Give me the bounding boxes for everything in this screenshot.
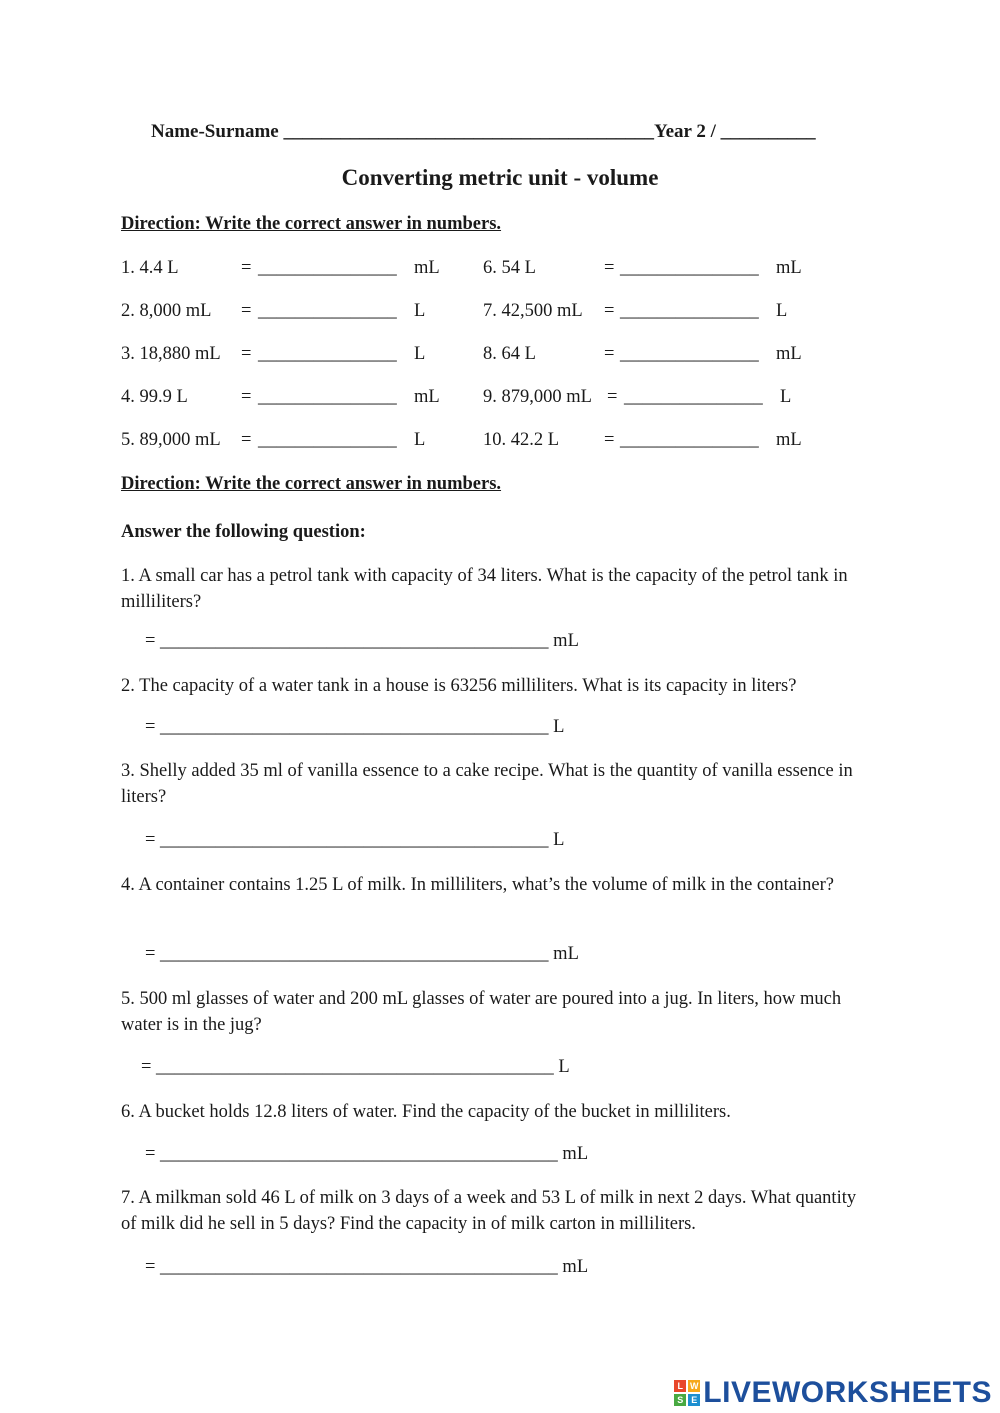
logo-text: LIVEWORKSHEETS [703, 1376, 992, 1409]
question-text: 3. Shelly added 35 ml of vanilla essence to a cake recipe. What is the quantity of vanilla essence in liters? [121, 761, 853, 807]
page-title: Converting metric unit - volume [341, 165, 659, 190]
logo-mark-icon [674, 1380, 700, 1406]
answer-blank[interactable]: _______________ [258, 387, 397, 407]
answer-blank[interactable]: _______________ [620, 344, 759, 364]
question-text: 1. A small car has a petrol tank with capacity of 34 liters. What is the capacity of the petrol tank in milliliters? [121, 566, 848, 612]
equals-sign: = [604, 258, 615, 278]
item-label: 8. 64 L [483, 344, 536, 364]
unit-label: L [780, 387, 792, 407]
equals-sign: = [241, 387, 252, 407]
unit-label: L [776, 301, 788, 321]
liveworksheets-logo[interactable] [674, 1376, 992, 1410]
item-label: 3. 18,880 mL [121, 344, 221, 364]
question-text: 7. A milkman sold 46 L of milk on 3 days of a week and 53 L of milk in next 2 days. What quantity of milk did he sell in 5 days? Find the capacity in of milk carton in milliliters. [121, 1188, 857, 1234]
unit-label: mL [776, 258, 802, 278]
unit-label: mL [414, 258, 440, 278]
item-label: 10. 42.2 L [483, 430, 560, 450]
answer-blank[interactable]: _______________ [620, 301, 759, 321]
unit-label: L [414, 344, 426, 364]
subheading: Answer the following question: [121, 522, 366, 542]
name-surname-line: Name-Surname _______________________________________Year 2 / __________ [151, 121, 816, 142]
item-label: 1. 4.4 L [121, 258, 179, 278]
question-text: 5. 500 ml glasses of water and 200 mL glasses of water are poured into a jug. In liters, how much water is in the jug? [121, 989, 842, 1035]
unit-label: mL [776, 430, 802, 450]
answer-blank[interactable]: _______________ [258, 430, 397, 450]
unit-label: L [414, 301, 426, 321]
equals-sign: = [604, 301, 615, 321]
answer-blank[interactable]: _______________ [258, 301, 397, 321]
item-label: 6. 54 L [483, 258, 536, 278]
answer-line[interactable]: = ___________________________________________ L [141, 1057, 570, 1077]
logo-mark-letter: L [674, 1380, 686, 1392]
answer-blank[interactable]: _______________ [624, 387, 763, 407]
equals-sign: = [241, 344, 252, 364]
item-label: 7. 42,500 mL [483, 301, 583, 321]
equals-sign: = [241, 430, 252, 450]
answer-blank[interactable]: _______________ [258, 258, 397, 278]
answer-line[interactable]: = __________________________________________ mL [145, 944, 579, 964]
logo-mark-letter: E [688, 1394, 700, 1406]
equals-sign: = [241, 258, 252, 278]
item-label: 5. 89,000 mL [121, 430, 221, 450]
answer-blank[interactable]: _______________ [620, 258, 759, 278]
answer-line[interactable]: = __________________________________________ mL [145, 631, 579, 651]
item-label: 2. 8,000 mL [121, 301, 212, 321]
answer-line[interactable]: = __________________________________________ L [145, 717, 565, 737]
question-text: 2. The capacity of a water tank in a house is 63256 milliliters. What is its capacity in liters? [121, 676, 797, 696]
question-text: 6. A bucket holds 12.8 liters of water. Find the capacity of the bucket in milliliters. [121, 1102, 731, 1122]
item-label: 4. 99.9 L [121, 387, 188, 407]
equals-sign: = [607, 387, 618, 407]
direction-1: Direction: Write the correct answer in numbers. [121, 214, 502, 234]
equals-sign: = [604, 430, 615, 450]
unit-label: L [414, 430, 426, 450]
logo-mark-letter: W [690, 1381, 699, 1391]
answer-blank[interactable]: _______________ [258, 344, 397, 364]
equals-sign: = [604, 344, 615, 364]
answer-line[interactable]: = ___________________________________________ mL [145, 1257, 589, 1277]
answer-blank[interactable]: _______________ [620, 430, 759, 450]
answer-line[interactable]: = __________________________________________ L [145, 830, 565, 850]
answer-line[interactable]: = ___________________________________________ mL [145, 1144, 589, 1164]
item-label: 9. 879,000 mL [483, 387, 592, 407]
unit-label: mL [414, 387, 440, 407]
direction-2: Direction: Write the correct answer in numbers. [121, 474, 502, 494]
unit-label: mL [776, 344, 802, 364]
logo-mark-letter: S [674, 1394, 686, 1406]
question-text: 4. A container contains 1.25 L of milk. In milliliters, what’s the volume of milk in the container? [121, 875, 834, 895]
equals-sign: = [241, 301, 252, 321]
